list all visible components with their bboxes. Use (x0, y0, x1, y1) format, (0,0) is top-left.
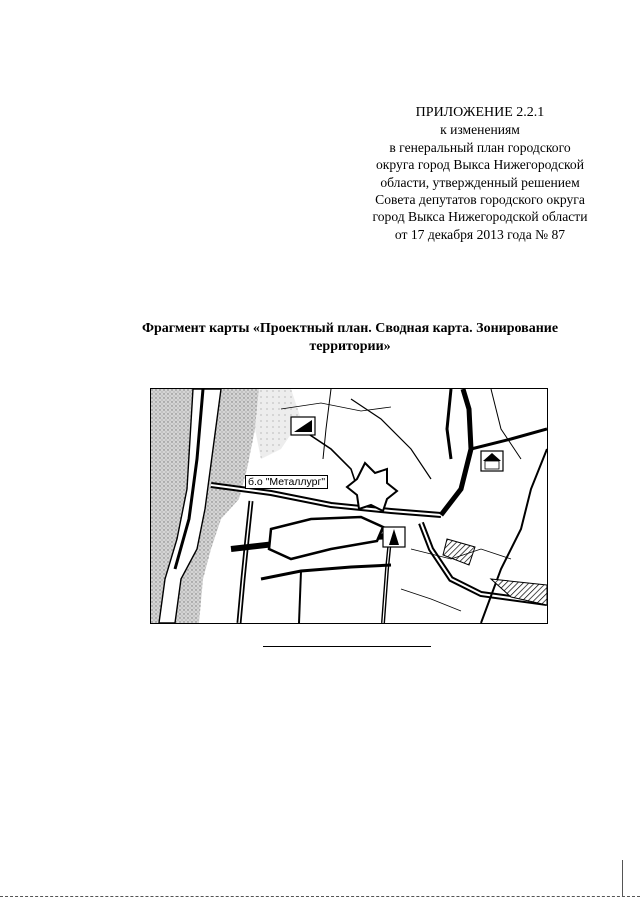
map-drawing (151, 389, 547, 623)
appendix-line: области, утвержденный решением (380, 174, 580, 190)
residential-building-icon (481, 451, 503, 471)
appendix-line: Совета депутатов городского округа (375, 192, 585, 208)
monument-icon (383, 527, 405, 547)
document-title (110, 320, 590, 356)
road (447, 389, 451, 459)
fortress-outline (347, 463, 397, 511)
road (239, 501, 251, 623)
title-line-1: Фрагмент карты «Проектный план. Сводная карта. Зонирование (141, 321, 559, 336)
appendix-header (330, 104, 630, 243)
divider-line (263, 646, 431, 647)
contour-line (401, 589, 461, 611)
appendix-line: город Выкса Нижегородской области (372, 209, 588, 225)
road (471, 429, 547, 449)
appendix-number: ПРИЛОЖЕНИЕ 2.2.1 (415, 105, 545, 120)
road (441, 389, 471, 515)
appendix-line: в генеральный план городского (389, 139, 571, 155)
page-edge (622, 860, 623, 896)
map-label-metallurg: б.о "Металлург" (245, 475, 328, 489)
page-edge (0, 896, 640, 897)
lake (269, 517, 383, 559)
road (299, 571, 301, 623)
map-fragment (150, 388, 548, 624)
appendix-line: к изменениям (440, 122, 520, 138)
road (261, 565, 391, 579)
sports-facility-icon (291, 417, 315, 435)
appendix-date-line: от 17 декабря 2013 года № 87 (394, 226, 566, 242)
hatched-zone (443, 539, 475, 565)
appendix-line: округа город Выкса Нижегородской (376, 157, 584, 173)
contour-line (491, 389, 521, 459)
title-line-2: территории» (309, 339, 391, 354)
